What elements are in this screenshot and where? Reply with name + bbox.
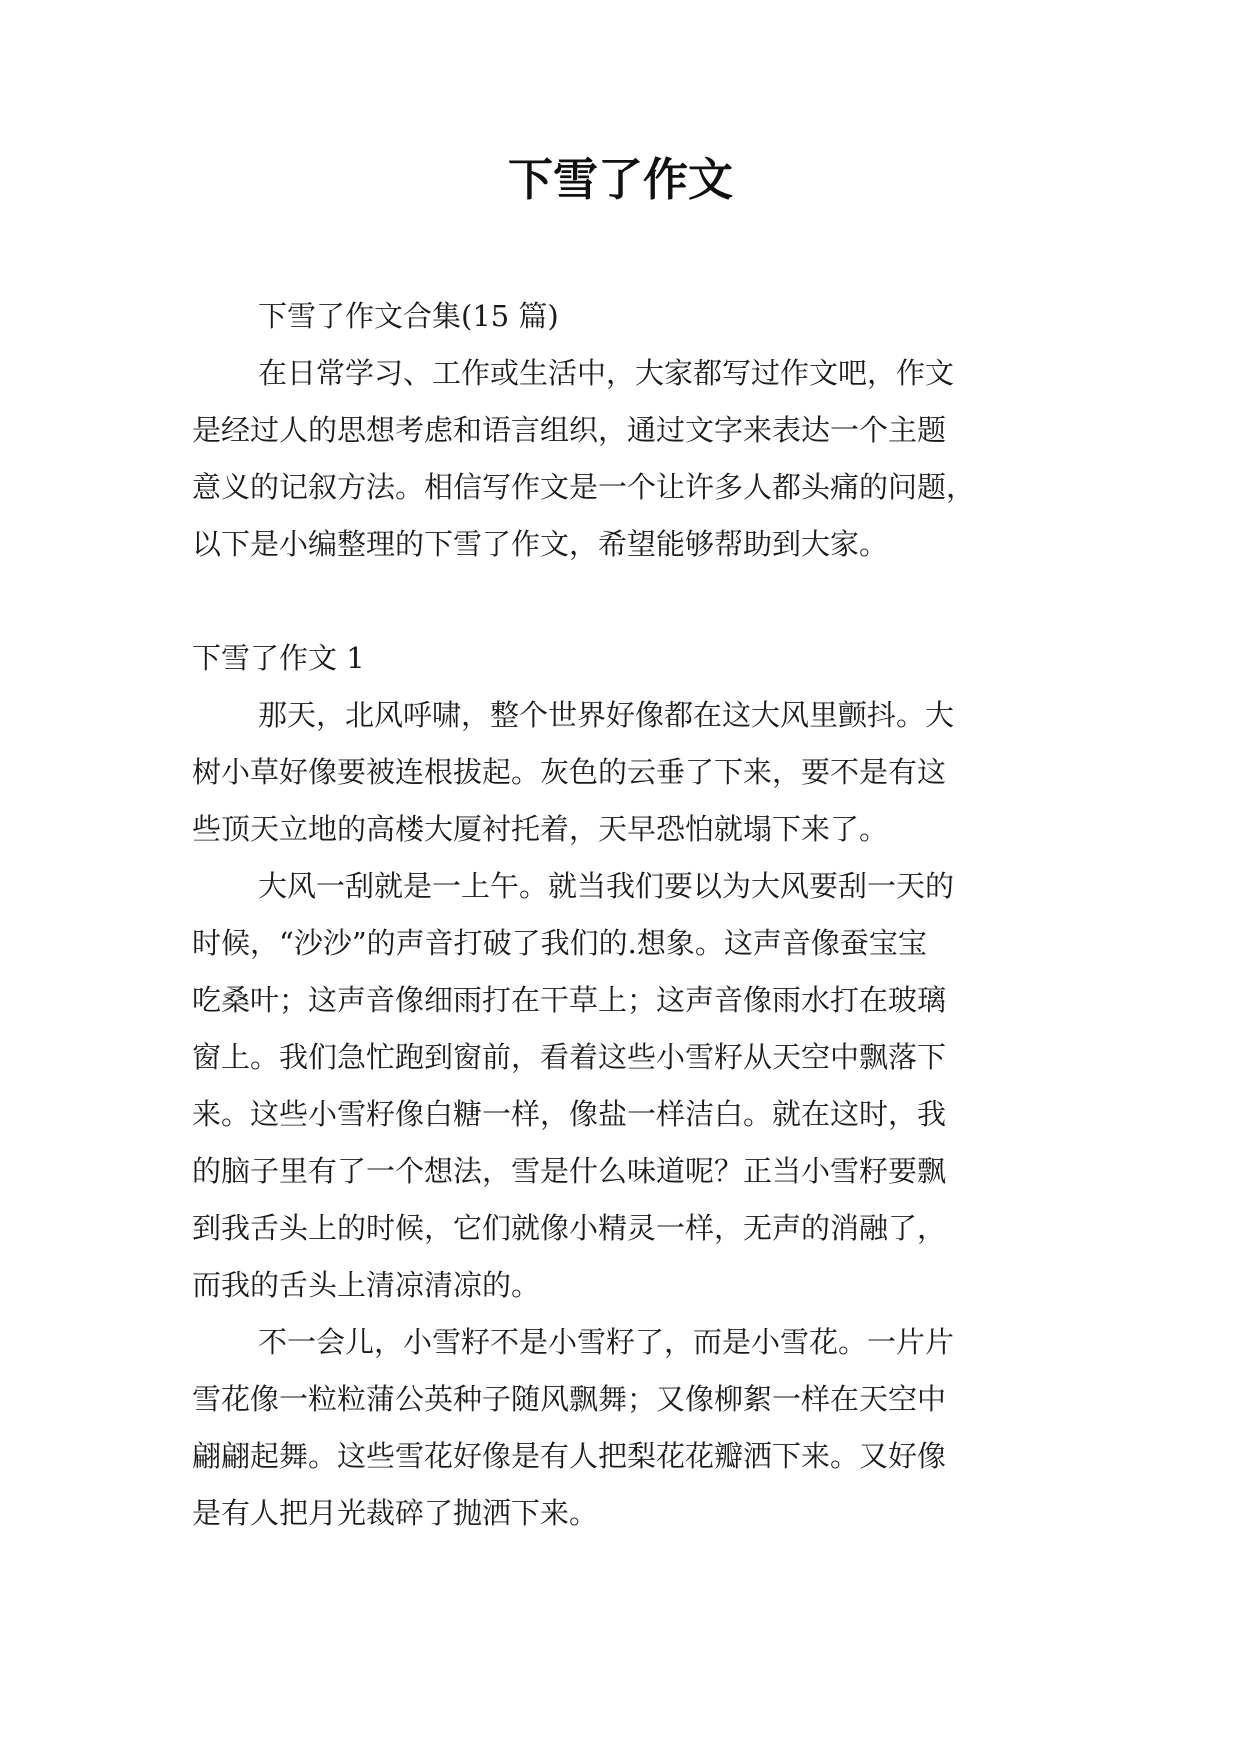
- document-title: 下雪了作文: [507, 153, 733, 206]
- essay-line: 的脑子里有了一个想法，雪是什么味道呢？正当小雪籽要飘: [192, 1154, 947, 1188]
- intro-line: 以下是小编整理的下雪了作文，希望能够帮助到大家。: [192, 527, 889, 561]
- intro-line: 意义的记叙方法。相信写作文是一个让许多人都头痛的问题，: [192, 470, 976, 504]
- essay-line: 时候，“沙沙”的声音打破了我们的.想象。这声音像蚕宝宝: [192, 926, 927, 960]
- essay-heading: 下雪了作文 1: [192, 641, 365, 675]
- essay-line: 窗上。我们急忙跑到窗前，看着这些小雪籽从天空中飘落下: [192, 1040, 947, 1074]
- section-gap: [192, 573, 1072, 630]
- essay-line: 树小草好像要被连根拔起。灰色的云垂了下来，要不是有这: [192, 755, 947, 789]
- intro-line: 在日常学习、工作或生活中，大家都写过作文吧，作文: [258, 356, 955, 390]
- document-body: [192, 288, 1072, 1542]
- collection-subtitle: 下雪了作文合集(15 篇): [258, 299, 559, 333]
- essay-line: 吃桑叶；这声音像细雨打在干草上；这声音像雨水打在玻璃: [192, 983, 947, 1017]
- essay-line: 而我的舌头上清凉清凉的。: [192, 1268, 541, 1302]
- essay-line: 不一会儿，小雪籽不是小雪籽了，而是小雪花。一片片: [258, 1325, 955, 1359]
- intro-line: 是经过人的思想考虑和语言组织，通过文字来表达一个主题: [192, 413, 947, 447]
- essay-line: 那天，北风呼啸，整个世界好像都在这大风里颤抖。大: [258, 698, 955, 732]
- essay-line: 到我舌头上的时候，它们就像小精灵一样，无声的消融了，: [192, 1211, 947, 1245]
- essay-line: 些顶天立地的高楼大厦衬托着，天早恐怕就塌下来了。: [192, 812, 889, 846]
- essay-line: 大风一刮就是一上午。就当我们要以为大风要刮一天的: [258, 869, 955, 903]
- essay-line: 来。这些小雪籽像白糖一样，像盐一样洁白。就在这时，我: [192, 1097, 947, 1131]
- essay-line: 翩翩起舞。这些雪花好像是有人把梨花花瓣洒下来。又好像: [192, 1439, 947, 1473]
- essay-line: 雪花像一粒粒蒲公英种子随风飘舞；又像柳絮一样在天空中: [192, 1382, 947, 1416]
- essay-line: 是有人把月光裁碎了抛洒下来。: [192, 1496, 599, 1530]
